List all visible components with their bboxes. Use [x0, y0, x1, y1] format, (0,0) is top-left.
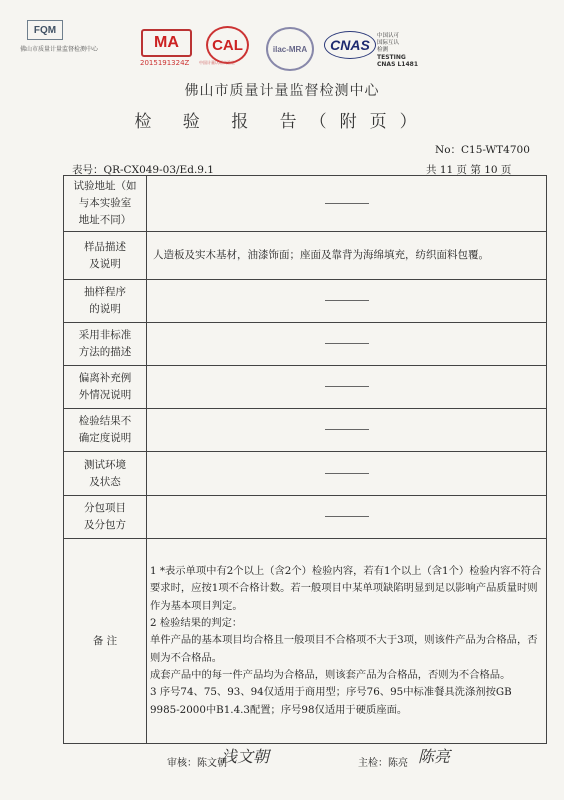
label-line: 及状态: [89, 475, 121, 488]
note-paragraph: 成套产品中的每一件产品均为合格品，则该套产品为合格品，否则为不合格品。: [150, 668, 511, 681]
row-value-empty: [147, 280, 547, 323]
reviewer-signature: 浅文朝: [221, 747, 270, 766]
page-info: 共 11 页 第 10 页: [426, 164, 512, 176]
label-line: 样品描述: [84, 240, 126, 253]
label-line: 及说明: [89, 257, 121, 270]
testing-line: 中国认可: [377, 33, 400, 39]
report-number: No：C15-WT4700: [435, 144, 530, 156]
label-line: 抽样程序: [84, 286, 126, 298]
ilac-mra-logo: ilac-MRA: [266, 27, 314, 71]
label-line: 与本实验室: [78, 197, 132, 209]
testing-accreditation-block: [377, 33, 418, 68]
inspector-signature: 陈亮: [418, 747, 451, 766]
row-label: [64, 452, 147, 496]
row-value-empty: [147, 366, 547, 409]
fqm-logo: FQM: [27, 20, 63, 40]
row-value-empty: [147, 496, 547, 539]
row-label: [64, 366, 147, 409]
cma-number: 2015191324Z: [140, 59, 190, 67]
report-title: 检 验 报 告（附页）: [134, 112, 430, 132]
table-row: [64, 176, 547, 232]
label-line: 地址不同）: [78, 214, 132, 226]
fqm-caption: 佛山市质量计量监督检测中心: [20, 46, 99, 53]
row-value-empty: [147, 452, 547, 496]
form-number: 表号：QR-CX049-03/Ed.9.1: [72, 164, 214, 176]
row-label: [64, 176, 147, 232]
label-line: 及分包方: [84, 519, 126, 531]
row-value-empty: [147, 176, 547, 232]
table-row: [64, 232, 547, 280]
cnas-logo: CNAS: [324, 31, 376, 59]
reviewer-label: 审核：陈文朝: [167, 758, 227, 769]
label-line: 外情况说明: [78, 389, 132, 401]
cnas-number: CNAS L1481: [377, 61, 419, 68]
label-line: 偏离补充例: [78, 372, 132, 384]
label-line: 的说明: [89, 303, 121, 315]
label-line: 测试环境: [84, 458, 126, 471]
table-row-notes: [64, 539, 547, 744]
table-row: [64, 409, 547, 452]
sample-description: 人造板及实木基材，油漆饰面；座面及靠背为海绵填充，纺织面料包覆。: [147, 232, 547, 280]
label-line: 方法的描述: [78, 346, 132, 358]
cal-logo: CAL: [206, 26, 249, 64]
label-line: 试验地址（如: [73, 180, 137, 192]
cma-logo: MA: [141, 29, 192, 57]
row-value-empty: [147, 409, 547, 452]
table-row: [64, 280, 547, 323]
note-paragraph: 1 *表示单项中有2个以上（含2个）检验内容，若有1个以上（含1个）检验内容不符合要求时，应按1项不合格计数。若一般项目中某单项缺陷明显到足以影响产品质量时则作为基本项目判定。: [150, 565, 542, 612]
row-label: [64, 232, 147, 280]
organization-name: 佛山市质量计量监督检测中心: [184, 83, 380, 99]
notes-content: [147, 539, 547, 744]
cal-caption: 中国计量认证实验室: [199, 60, 235, 65]
note-paragraph: 2 检验结果的判定：: [150, 617, 243, 630]
testing-line: 国际互认: [377, 40, 400, 46]
label-line: 采用非标准: [78, 329, 132, 341]
row-label: [64, 323, 147, 366]
table-row: [64, 366, 547, 409]
report-table: [63, 175, 547, 744]
testing-label: TESTING: [377, 54, 406, 61]
label-line: 检验结果不: [78, 415, 132, 427]
note-paragraph: 3 序号74、75、93、94仅适用于商用型；序号76、95中标准餐具洗涤剂按GB 9985-2000中B1.4.3配置；序号98仅适用于硬质座面。: [150, 686, 512, 716]
table-row: [64, 452, 547, 496]
row-label: [64, 280, 147, 323]
row-label: [64, 496, 147, 539]
row-label: [64, 409, 147, 452]
label-line: 分包项目: [84, 502, 126, 514]
row-value-empty: [147, 323, 547, 366]
inspector-label: 主检：陈亮: [358, 758, 408, 769]
testing-line: 检测: [377, 47, 389, 53]
label-line: 确定度说明: [78, 432, 132, 444]
notes-label: 备 注: [64, 539, 147, 744]
note-paragraph: 单件产品的基本项目均合格且一般项目不合格项不大于3项，则该件产品为合格品，否则为不合格品。: [150, 634, 538, 664]
table-row: [64, 496, 547, 539]
table-row: [64, 323, 547, 366]
